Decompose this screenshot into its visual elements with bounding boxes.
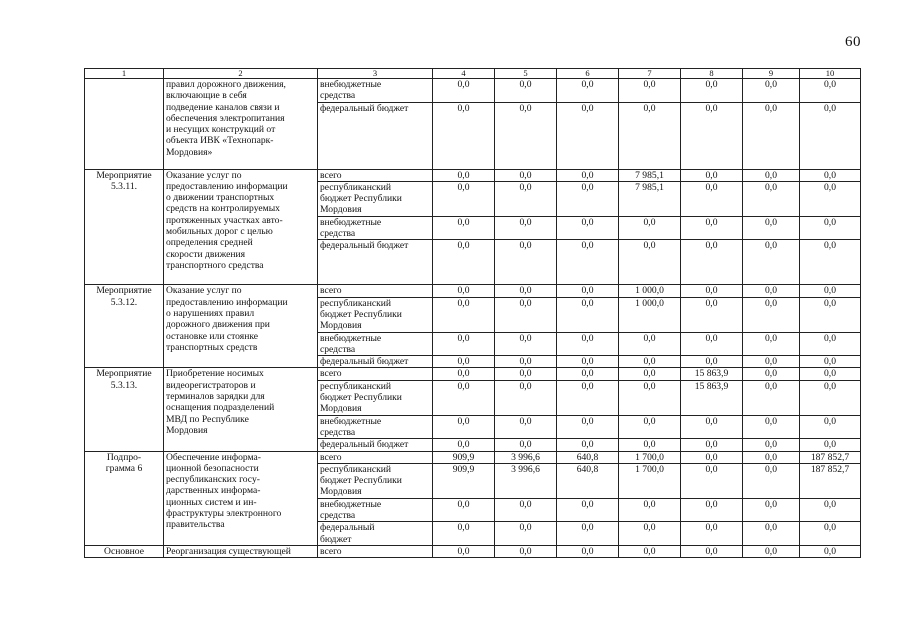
- amount-cell: 0,0: [800, 332, 861, 356]
- measure-title-cell: [164, 545, 318, 557]
- table-row: [85, 79, 861, 103]
- amount-cell: 0,0: [557, 297, 619, 332]
- amount-cell: 0,0: [743, 79, 800, 103]
- amount-cell: 0,0: [800, 102, 861, 169]
- column-header: 7: [619, 69, 681, 79]
- amount-cell: 0,0: [557, 102, 619, 169]
- measure-title: Приобретение носимых видеорегистраторов и терминалов зарядки для оснащения подразделений МВД по Республике Мордовия: [166, 368, 275, 436]
- amount-cell: 909,9: [433, 451, 495, 463]
- funding-source: республиканский бюджет Республики Мордовия: [320, 380, 402, 415]
- amount-cell: 0,0: [743, 498, 800, 522]
- amount-cell: 0,0: [433, 297, 495, 332]
- amount-cell: 640,8: [557, 451, 619, 463]
- amount-cell: 0,0: [557, 181, 619, 216]
- amount-cell: 0,0: [743, 451, 800, 463]
- funding-source-cell: [318, 368, 433, 380]
- amount-cell: 0,0: [557, 79, 619, 103]
- table-row: [85, 451, 861, 463]
- amount-cell: 0,0: [743, 522, 800, 546]
- amount-cell: 0,0: [619, 240, 681, 285]
- funding-source-cell: [318, 169, 433, 181]
- amount-cell: 0,0: [433, 498, 495, 522]
- amount-cell: 0,0: [495, 79, 557, 103]
- table-row: [85, 368, 861, 380]
- amount-cell: 0,0: [743, 285, 800, 297]
- amount-cell: 0,0: [800, 380, 861, 415]
- measure-code: Мероприятие 5.3.12.: [96, 285, 152, 308]
- amount-cell: 0,0: [433, 181, 495, 216]
- funding-source: всего: [320, 545, 342, 557]
- measure-code-cell: [85, 451, 164, 545]
- amount-cell: 187 852,7: [800, 451, 861, 463]
- amount-cell: 0,0: [619, 522, 681, 546]
- table-body: [85, 79, 861, 558]
- amount-cell: 0,0: [743, 439, 800, 451]
- amount-cell: 0,0: [800, 79, 861, 103]
- amount-cell: 0,0: [433, 216, 495, 240]
- funding-source-cell: [318, 498, 433, 522]
- amount-cell: 0,0: [681, 297, 743, 332]
- page-number: 60: [845, 34, 861, 50]
- amount-cell: 7 985,1: [619, 181, 681, 216]
- funding-source: внебюджетные средства: [320, 216, 382, 240]
- amount-cell: 1 000,0: [619, 297, 681, 332]
- amount-cell: 0,0: [681, 522, 743, 546]
- amount-cell: 0,0: [495, 332, 557, 356]
- measure-title-cell: [164, 368, 318, 451]
- amount-cell: 0,0: [557, 240, 619, 285]
- funding-source-cell: [318, 216, 433, 240]
- amount-cell: 0,0: [743, 216, 800, 240]
- funding-source: внебюджетные средства: [320, 332, 382, 355]
- amount-cell: 0,0: [495, 498, 557, 522]
- amount-cell: 0,0: [619, 79, 681, 103]
- funding-source: республиканский бюджет Республики Мордовия: [320, 297, 402, 332]
- measure-title: Реорганизация существующей: [166, 545, 291, 557]
- column-header: 8: [681, 69, 743, 79]
- amount-cell: 0,0: [681, 439, 743, 451]
- amount-cell: 0,0: [433, 439, 495, 451]
- amount-cell: 0,0: [619, 545, 681, 557]
- amount-cell: 0,0: [557, 380, 619, 415]
- amount-cell: 0,0: [743, 356, 800, 368]
- amount-cell: 0,0: [495, 522, 557, 546]
- amount-cell: 0,0: [495, 545, 557, 557]
- amount-cell: 15 863,9: [681, 380, 743, 415]
- amount-cell: 0,0: [681, 332, 743, 356]
- amount-cell: 0,0: [495, 240, 557, 285]
- amount-cell: 0,0: [681, 216, 743, 240]
- amount-cell: 640,8: [557, 463, 619, 498]
- funding-source-cell: [318, 102, 433, 169]
- funding-source: внебюджетные средства: [320, 498, 382, 522]
- amount-cell: 0,0: [681, 415, 743, 439]
- amount-cell: 3 996,6: [495, 463, 557, 498]
- funding-source: федеральный бюджет: [320, 240, 409, 252]
- amount-cell: 7 985,1: [619, 169, 681, 181]
- amount-cell: 0,0: [800, 285, 861, 297]
- funding-source: федеральный бюджет: [320, 102, 409, 114]
- amount-cell: 15 863,9: [681, 368, 743, 380]
- amount-cell: 0,0: [495, 368, 557, 380]
- funding-source-cell: [318, 285, 433, 297]
- amount-cell: 0,0: [619, 356, 681, 368]
- amount-cell: 0,0: [800, 297, 861, 332]
- measure-code-cell: [85, 169, 164, 285]
- amount-cell: 1 000,0: [619, 285, 681, 297]
- funding-source: федеральный бюджет: [320, 356, 409, 368]
- amount-cell: 0,0: [800, 181, 861, 216]
- funding-source: всего: [320, 451, 342, 463]
- amount-cell: 3 996,6: [495, 451, 557, 463]
- amount-cell: 0,0: [495, 356, 557, 368]
- column-header: 5: [495, 69, 557, 79]
- funding-source-cell: [318, 380, 433, 415]
- amount-cell: 0,0: [619, 415, 681, 439]
- amount-cell: 0,0: [619, 216, 681, 240]
- funding-source: республиканский бюджет Республики Мордовия: [320, 463, 402, 498]
- amount-cell: 0,0: [557, 169, 619, 181]
- funding-source: всего: [320, 285, 342, 297]
- column-header: 1: [85, 69, 164, 79]
- amount-cell: 0,0: [743, 463, 800, 498]
- amount-cell: 0,0: [681, 498, 743, 522]
- table-row: [85, 169, 861, 181]
- funding-source-cell: [318, 240, 433, 285]
- amount-cell: 0,0: [495, 181, 557, 216]
- amount-cell: 0,0: [619, 368, 681, 380]
- funding-source: внебюджетные средства: [320, 79, 382, 102]
- amount-cell: 0,0: [743, 181, 800, 216]
- measure-title: Оказание услуг по предоставлению информации о нарушениях правил дорожного движения при остановке или стоянке транспортных средств: [166, 285, 288, 353]
- amount-cell: 0,0: [800, 216, 861, 240]
- measure-code: Мероприятие 5.3.13.: [96, 368, 152, 391]
- funding-source-cell: [318, 451, 433, 463]
- amount-cell: 0,0: [495, 102, 557, 169]
- amount-cell: 0,0: [619, 498, 681, 522]
- amount-cell: 0,0: [800, 240, 861, 285]
- amount-cell: 187 852,7: [800, 463, 861, 498]
- funding-source: федеральный бюджет: [320, 439, 409, 451]
- budget-table: [84, 68, 861, 558]
- funding-source-cell: [318, 79, 433, 103]
- amount-cell: 0,0: [800, 545, 861, 557]
- amount-cell: 0,0: [743, 169, 800, 181]
- amount-cell: 0,0: [557, 285, 619, 297]
- amount-cell: 0,0: [495, 216, 557, 240]
- measure-code: Мероприятие 5.3.11.: [96, 169, 152, 192]
- amount-cell: 0,0: [681, 356, 743, 368]
- amount-cell: 0,0: [619, 102, 681, 169]
- amount-cell: 0,0: [433, 102, 495, 169]
- funding-source: республиканский бюджет Республики Мордовия: [320, 181, 402, 216]
- amount-cell: 0,0: [433, 79, 495, 103]
- measure-title-cell: [164, 451, 318, 545]
- measure-code: Подпро- грамма 6: [105, 451, 143, 474]
- column-header: 6: [557, 69, 619, 79]
- amount-cell: 0,0: [681, 102, 743, 169]
- amount-cell: 0,0: [557, 545, 619, 557]
- amount-cell: 0,0: [681, 285, 743, 297]
- measure-title: Обеспечение информа- ционной безопасности республиканских госу- дарственных информа- ционных систем и ин- фраструктуры электронного правительства: [166, 451, 282, 531]
- amount-cell: 0,0: [495, 169, 557, 181]
- column-header: 9: [743, 69, 800, 79]
- amount-cell: 0,0: [433, 169, 495, 181]
- amount-cell: 0,0: [433, 415, 495, 439]
- measure-title-cell: [164, 285, 318, 368]
- amount-cell: 0,0: [619, 380, 681, 415]
- amount-cell: 0,0: [743, 380, 800, 415]
- amount-cell: 0,0: [557, 498, 619, 522]
- measure-title-cell: [164, 79, 318, 170]
- measure-title-cell: [164, 169, 318, 285]
- column-header: 3: [318, 69, 433, 79]
- amount-cell: 0,0: [433, 240, 495, 285]
- amount-cell: 0,0: [433, 522, 495, 546]
- amount-cell: 0,0: [619, 439, 681, 451]
- funding-source-cell: [318, 463, 433, 498]
- amount-cell: 0,0: [433, 332, 495, 356]
- table-row: [85, 285, 861, 297]
- amount-cell: 0,0: [800, 356, 861, 368]
- amount-cell: 0,0: [557, 522, 619, 546]
- amount-cell: 0,0: [495, 297, 557, 332]
- amount-cell: 0,0: [433, 285, 495, 297]
- column-header: 2: [164, 69, 318, 79]
- amount-cell: 0,0: [800, 522, 861, 546]
- amount-cell: 0,0: [800, 439, 861, 451]
- amount-cell: 0,0: [433, 368, 495, 380]
- funding-source: всего: [320, 169, 342, 181]
- measure-code-cell: [85, 545, 164, 557]
- amount-cell: 0,0: [743, 297, 800, 332]
- amount-cell: 0,0: [433, 356, 495, 368]
- funding-source: всего: [320, 368, 342, 380]
- amount-cell: 0,0: [743, 415, 800, 439]
- column-number-row: [85, 69, 861, 79]
- amount-cell: 0,0: [800, 498, 861, 522]
- amount-cell: 0,0: [800, 368, 861, 380]
- amount-cell: 0,0: [800, 169, 861, 181]
- funding-source: внебюджетные средства: [320, 415, 382, 438]
- amount-cell: 0,0: [681, 79, 743, 103]
- amount-cell: 1 700,0: [619, 451, 681, 463]
- amount-cell: 0,0: [495, 380, 557, 415]
- measure-title: Оказание услуг по предоставлению информации о движении транспортных средств на контролируемых протяженных участках авто- мобильных дорог с целью определения средней скорости движения транспортного средства: [166, 169, 288, 271]
- amount-cell: 0,0: [619, 332, 681, 356]
- amount-cell: 0,0: [743, 240, 800, 285]
- amount-cell: 0,0: [800, 415, 861, 439]
- funding-source-cell: [318, 415, 433, 439]
- table-row: [85, 545, 861, 557]
- amount-cell: 0,0: [495, 285, 557, 297]
- amount-cell: 0,0: [681, 545, 743, 557]
- amount-cell: 1 700,0: [619, 463, 681, 498]
- measure-code: Основное: [104, 545, 144, 557]
- amount-cell: 0,0: [681, 181, 743, 216]
- amount-cell: 0,0: [557, 332, 619, 356]
- amount-cell: 0,0: [433, 380, 495, 415]
- amount-cell: 0,0: [557, 216, 619, 240]
- funding-source-cell: [318, 545, 433, 557]
- funding-source-cell: [318, 181, 433, 216]
- funding-source-cell: [318, 439, 433, 451]
- amount-cell: 0,0: [743, 545, 800, 557]
- measure-code-cell: [85, 368, 164, 451]
- amount-cell: 0,0: [557, 368, 619, 380]
- amount-cell: 0,0: [743, 102, 800, 169]
- amount-cell: 0,0: [681, 451, 743, 463]
- amount-cell: 0,0: [557, 439, 619, 451]
- amount-cell: 0,0: [433, 545, 495, 557]
- column-header: 4: [433, 69, 495, 79]
- column-header: 10: [800, 69, 861, 79]
- amount-cell: 0,0: [557, 356, 619, 368]
- amount-cell: 0,0: [557, 415, 619, 439]
- funding-source-cell: [318, 356, 433, 368]
- amount-cell: 0,0: [743, 368, 800, 380]
- table-header: [85, 69, 861, 79]
- amount-cell: 909,9: [433, 463, 495, 498]
- funding-source-cell: [318, 332, 433, 356]
- amount-cell: 0,0: [681, 463, 743, 498]
- funding-source-cell: [318, 297, 433, 332]
- amount-cell: 0,0: [743, 332, 800, 356]
- funding-source-cell: [318, 522, 433, 546]
- amount-cell: 0,0: [495, 415, 557, 439]
- funding-source: федеральный бюджет: [320, 522, 375, 545]
- amount-cell: 0,0: [681, 169, 743, 181]
- measure-code-cell: [85, 285, 164, 368]
- amount-cell: 0,0: [681, 240, 743, 285]
- measure-code-cell: [85, 79, 164, 170]
- amount-cell: 0,0: [495, 439, 557, 451]
- measure-title: правил дорожного движения, включающие в себя подведение каналов связи и обеспечения электропитания и несущих конструкций от объекта ИВК «Технопарк- Мордовия»: [166, 79, 286, 158]
